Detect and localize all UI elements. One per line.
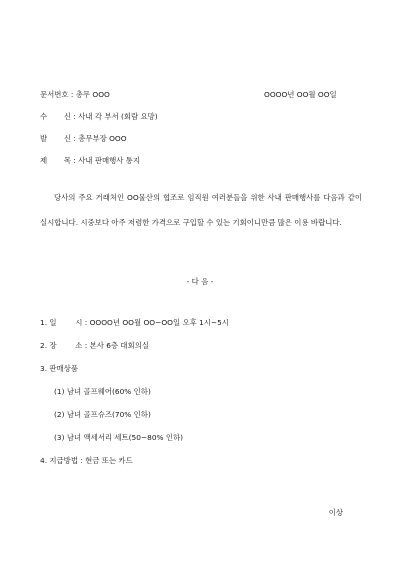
item-location-label-b: 소 [75,341,83,350]
item-products: 3. 판매상품 [40,364,78,373]
item-payment-value: 현금 또는 카드 [85,456,133,465]
item-location: 2. 장 소 : 본사 6층 대회의실 [40,341,149,350]
product-item: (1) 남녀 골프웨어(60% 인하) [54,387,151,396]
notice-heading: - 다 음 - [186,277,214,286]
document-date: OOOO년 OO월 OO일 [264,90,337,99]
recipient-row: 수 신 : 사내 각 부서 (회람 요망) [40,112,158,121]
subject-value: 사내 판매행사 통지 [78,156,141,165]
body-paragraph: 당사의 주요 거래처인 OO물산의 협조로 임직원 여러분들을 위한 사내 판매행사를 다음과 같이 실시합니다. 시중보다 아주 저렴한 가격으로 구입할 수 있는 기회이니만큼 많은 이용 바랍니다. [40,193,362,227]
doc-number-row: 문서번호 : 총무 OOO [40,90,110,99]
product-item: (2) 남녀 골프슈즈(70% 인하) [54,410,151,419]
doc-number-value: 총무 OOO [75,90,110,99]
recipient-label-b: 신 [63,112,71,121]
item-schedule-value: OOOO년 OO월 OO~OO일 오후 1시~5시 [89,318,229,327]
item-schedule-label-b: 시 [75,318,83,327]
item-location-label-a: 2. 장 [40,341,57,350]
item-payment: 4. 지급방법 : 현금 또는 카드 [40,456,133,465]
recipient-value: 사내 각 부서 (회람 요망) [78,112,158,121]
closing-text: 이상 [328,508,343,517]
item-schedule: 1. 일 시 : OOOO년 OO월 OO~OO일 오후 1시~5시 [40,318,229,327]
product-item: (3) 남녀 액세서리 세트(50~80% 인하) [54,433,184,442]
sender-label-a: 발 [40,134,48,143]
item-schedule-label-a: 1. 일 [40,318,57,327]
sender-row: 발 신 : 총무부장 OOO [40,134,127,143]
item-payment-label: 4. 지급방법 [40,456,78,465]
item-location-value: 본사 6층 대회의실 [89,341,149,350]
doc-number-label: 문서번호 [40,90,69,99]
subject-row: 제 목 : 사내 판매행사 통지 [40,156,141,165]
recipient-label-a: 수 [40,112,48,121]
sender-value: 총무부장 OOO [78,134,127,143]
subject-label-b: 목 [63,156,71,165]
subject-label-a: 제 [40,156,48,165]
sender-label-b: 신 [63,134,71,143]
